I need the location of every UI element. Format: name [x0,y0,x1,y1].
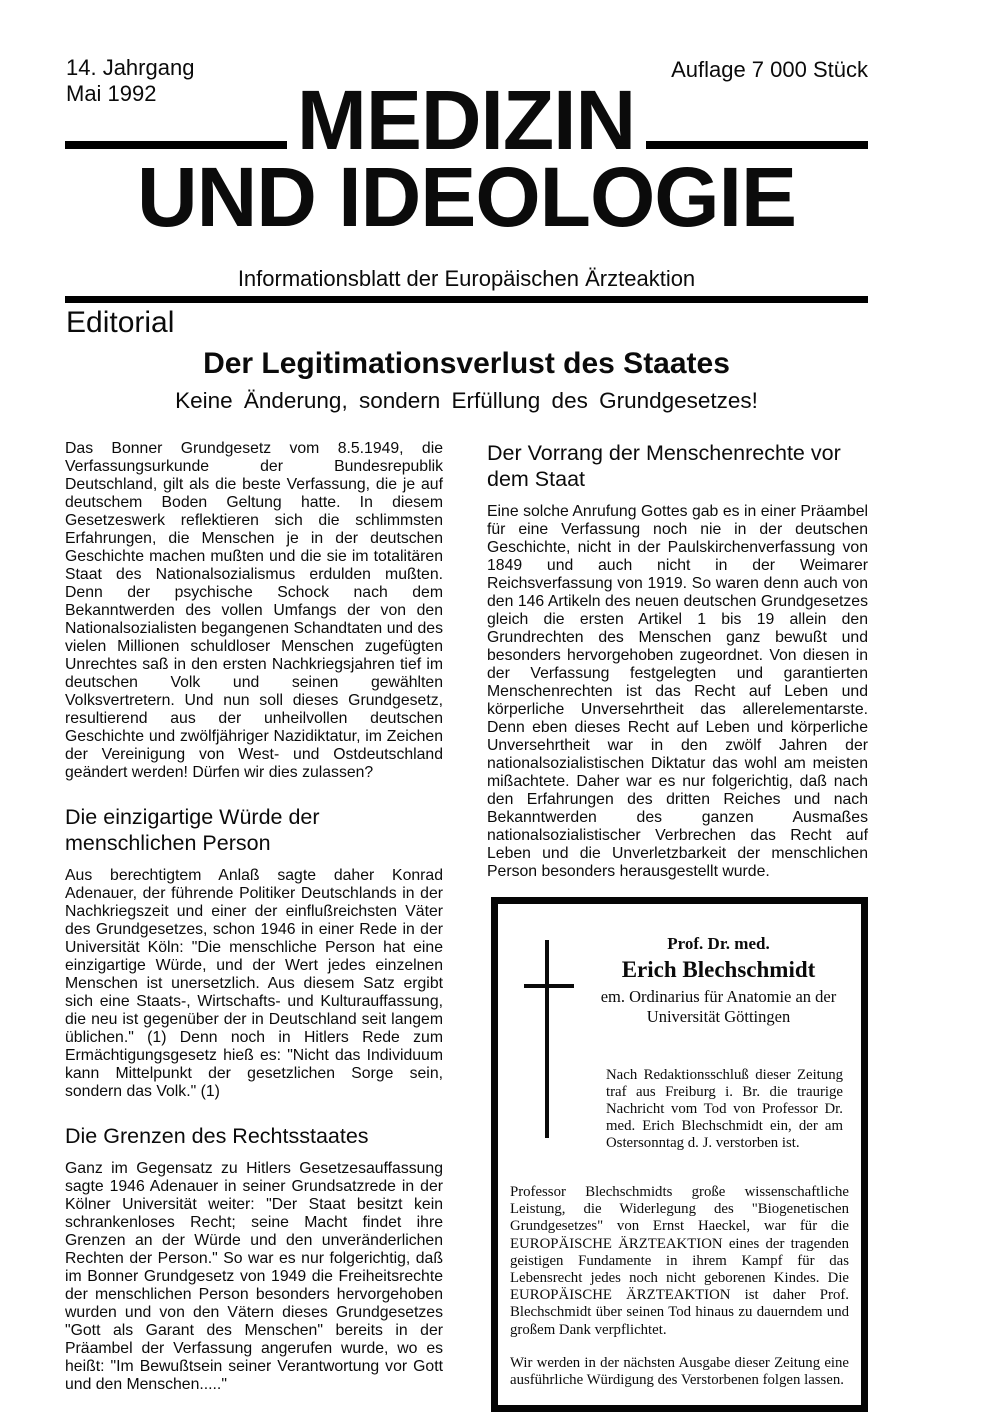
masthead-title-line1: MEDIZIN [296,73,636,167]
obituary-affiliation: em. Ordinarius für Anatomie an der Universität Göttingen [600,987,837,1026]
obituary-notice: Nach Redaktionsschluß dieser Zeitung traf aus Freiburg i. Br. die traurige Nachricht vom Tod von Professor Dr. med. Erich Blechschmidt ein, der am Ostersonntag d. J. verstorben ist. [606,1067,843,1151]
obituary-name: Erich Blechschmidt [621,957,816,982]
section-heading-wuerde: Die einzigartige Würde der menschlichen Person [65,805,320,855]
editorial-section-label: Editorial [66,306,175,339]
article-subheadline: Keine Änderung, sondern Erfüllung des Grundgesetzes! [175,388,758,413]
body-paragraph-intro: Das Bonner Grundgesetz vom 8.5.1949, die Verfassungsurkunde der Bundesrepublik Deutschland, gilt als die beste Verfassung, die je auf deutschem Boden Geltung hatte. In diesem Gesetzeswerk reflektieren sich die schlimmsten Erfahrungen, die Menschen je in der deutschen Geschichte machen mußten und die sie im totalitären Staat des Nationalsozialismus erdulden mußten. Denn der psychische Schock nach dem Bekanntwerden des vollen Umfangs der von den Nationalsozialisten begangenen Schandtaten und des vielen Millionen schuldloser Menschen zugefügten Unrechtes saß in den ersten Nachkriegsjahren tief im deutschen Volk und seinen gewählten Volksvertretern. Und nun soll dieses Grundgesetz, resultierend aus der unheilvollen deutschen Geschichte und zwölfjähriger Nazidiktatur, im Zeichen der Vereinigung von West- und Ostdeutschland geändert werden! Dürfen wir dies zulassen? [65,440,443,781]
cross-icon-vertical-bar [545,940,549,1138]
obituary-title: Prof. Dr. med. [667,934,770,953]
issue-month: Mai 1992 [66,81,157,106]
obituary-announcement: Wir werden in der nächsten Ausgabe dieser Zeitung eine ausführliche Würdigung des Verstorbenen folgen lassen. [510,1354,849,1389]
cross-icon-horizontal-bar [524,984,574,988]
obituary-header-area [510,934,849,1152]
body-paragraph-wuerde: Aus berechtigtem Anlaß sagte daher Konrad Adenauer, der führende Politiker Deutschlands in der Nachkriegszeit und einer der einflußreichsten Väter des Grundgesetzes, schon 1946 in einer Rede in der Universität Köln: "Die menschliche Person hat eine einzigartige Würde, und der Wert jedes einzelnen Menschen ist unersetzlich. Aus diesem Satz ergibt sich eine Staats-, Wirtschafts- und Kulturauffassung, die neu ist gegenüber der in Deutschland seit langem üblichen." (1) Denn noch in Hitlers Rede zum Ermächtigungsgesetz hieß es: "Nicht das Individuum kann Mittelpunkt der gesetzlichen Sorge sein, sondern das Volk." (1) [65,867,443,1100]
cross-icon [524,940,574,1138]
body-paragraph-vorrang: Eine solche Anrufung Gottes gab es in einer Präambel für eine Verfassung noch nie in der deutschen Geschichte, nicht in der Paulskirchenverfassung von 1849 und auch nicht in der Weimarer Reichsverfassung von 1919. So waren denn auch von den 146 Artikeln des neuen deutschen Grundgesetzes gleich die ersten Artikel 1 bis 19 allein den Grundrechten des Menschen ganz bewußt und besonders hervorgehoben zugeordnet. Von diesen in der Verfassung festgelegten und garantierten Menschenrechten ist das Recht auf Leben und körperliche Unversehrtheit das allerelementarste. Denn eben dieses Recht auf Leben und körperliche Unversehrtheit war in den zwölf Jahren der nationalsozialistischen Diktatur das wohl am meisten mißachtete. Daher war es nur folgerichtig, daß nach den Erfahrungen des dritten Reiches und nach Bekanntwerden des ganzen Ausmaßes nationalsozialistischer Verbrechen das Recht auf Leben und die Unverletzbarkeit der menschlichen Person besonders herausgestellt wurde. [487,503,868,880]
left-column [65,440,443,1394]
circulation: Auflage 7 000 Stück [671,57,868,82]
right-column [487,440,868,1412]
section-heading-grenzen: Die Grenzen des Rechtsstaates [65,1124,369,1148]
section-heading-vorrang: Der Vorrang der Menschenrechte vor dem Staat [487,441,841,491]
obituary-tribute: Professor Blechschmidts große wissenschaftliche Leistung, die Widerlegung des "Biogenetischen Grundgesetzes" von Ernst Haeckel, war für die EUROPÄISCHE ÄRZTEAKTION eines der tragenden geistigen Fundamente in ihrem Kampf für das Lebensrecht jedes noch nicht geborenen Kindes. Die EUROPÄISCHE ÄRZTEAKTION ist daher Prof. Blechschmidt über seinen Tod hinaus zu dauerndem und großem Dank verpflichtet. [510,1184,849,1338]
body-paragraph-grenzen: Ganz im Gegensatz zu Hitlers Gesetzesauffassung sagte 1946 Adenauer in seiner Grundsatzrede in der Kölner Universität weiter: "Der Staat besitzt kein schrankenloses Recht; seine Macht findet ihre Grenzen an der Würde und den unveränderlichen Rechten der Person." So war es nur folgerichtig, daß im Bonner Grundgesetz von 1949 die Freiheitsrechte der menschlichen Person besonders hervorgehoben wurden und von den Vätern dieses Grundgesetzes "Gott als Garant des Menschen" bereits in der Präambel der Verfassung angerufen wurde, wo es heißt: "Im Bewußtsein seiner Verantwortung vor Gott und den Menschen....." [65,1160,443,1393]
masthead-title-line2: UND IDEOLOGIE [136,150,797,244]
masthead-rule-left [65,141,287,149]
masthead-subtitle: Informationsblatt der Europäischen Ärzteaktion [237,266,696,291]
issue-info [66,55,194,107]
obituary-box [491,897,868,1412]
article-headline: Der Legitimationsverlust des Staates [203,347,730,380]
obituary-header [598,934,839,1027]
issue-volume: 14. Jahrgang [66,55,195,80]
masthead-rule-right [646,141,868,149]
masthead-divider-rule [65,296,868,303]
